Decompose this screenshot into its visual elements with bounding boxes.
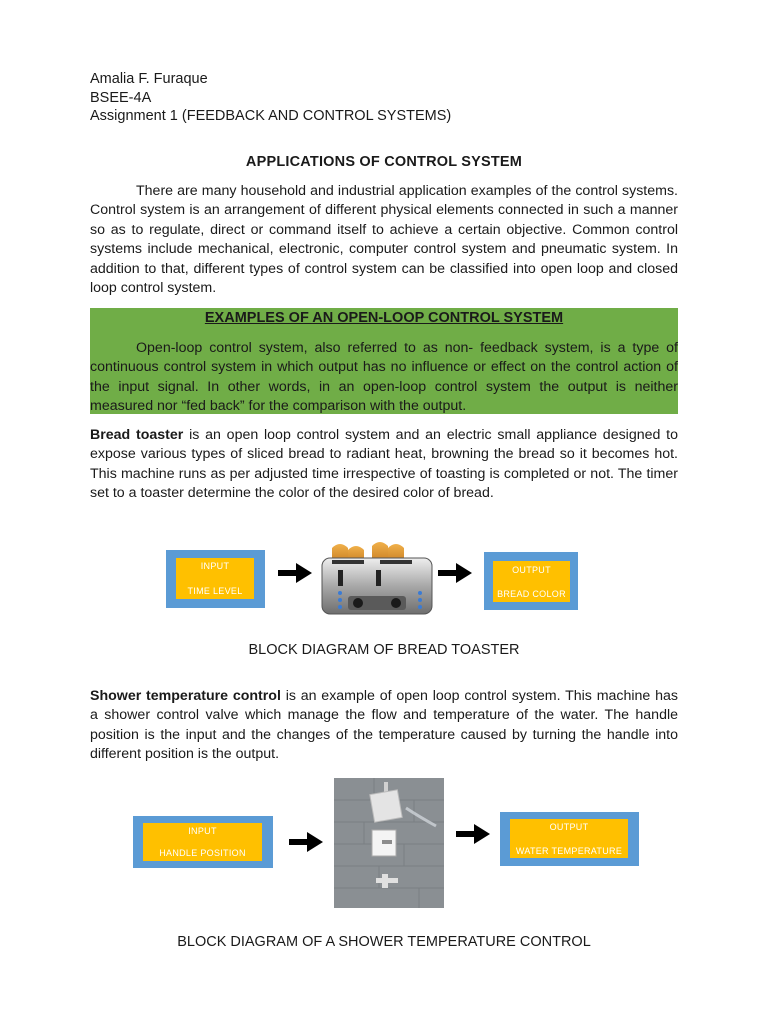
toaster-output-value: BREAD COLOR: [497, 589, 566, 599]
assignment-title: Assignment 1 (FEEDBACK AND CONTROL SYSTEMS): [90, 108, 452, 124]
shower-image: [334, 778, 444, 908]
arrow-right-icon: [456, 824, 490, 844]
shower-input-block: [133, 816, 273, 868]
shower-diagram-caption: BLOCK DIAGRAM OF A SHOWER TEMPERATURE CONTROL: [177, 934, 591, 950]
shower-output-value: WATER TEMPERATURE: [515, 846, 623, 856]
shower-paragraph: [90, 687, 678, 765]
toaster-input-block: [166, 550, 265, 608]
shower-output-block: [500, 812, 639, 866]
open-loop-heading: EXAMPLES OF AN OPEN-LOOP CONTROL SYSTEM: [204, 310, 564, 326]
toaster-diagram-caption: BLOCK DIAGRAM OF BREAD TOASTER: [248, 642, 520, 658]
shower-term: Shower temperature control: [90, 688, 281, 704]
toaster-input-value: TIME LEVEL: [187, 586, 243, 596]
shower-output-label: OUTPUT: [549, 822, 589, 832]
open-loop-section: [90, 308, 678, 414]
toaster-image: [318, 538, 438, 618]
shower-description: is an example of open loop control system. This machine has a shower control valve which manage the flow and temperature of the water. The handle position is the input and the changes of the temperature caused by turning the handle into different position is the output.: [90, 688, 678, 763]
open-loop-definition: Open-loop control system, also referred to as non- feedback system, is a type of continuous control system in which output has no influence or effect on the control action of the input signal. In other words, in an open-loop control system the output is neither measured nor “fed back” for the comparison with the output.: [90, 340, 678, 415]
toaster-input-label: INPUT: [200, 561, 230, 571]
shower-input-value: HANDLE POSITION: [159, 848, 246, 858]
intro-paragraph: There are many household and industrial application examples of the control systems. Control system is an arrangement of different physical elements connected in such a manner so as to regulate, direct or command itself to achieve a certain objective. Common control systems include mechanical, electronic, computer control system and pneumatic system. In addition to that, different types of control system can be classified into open loop and closed loop control system.: [90, 183, 678, 297]
arrow-right-icon: [289, 832, 323, 852]
toaster-description: is an open loop control system and an electric small appliance designed to expose various types of sliced bread to radiant heat, browning the bread so it becomes hot. This machine runs as per adjusted time irrespective of toasting is completed or not. The timer set to a toaster determine the color of the desired color of bread.: [90, 427, 679, 502]
document-title: APPLICATIONS OF CONTROL SYSTEM: [245, 154, 523, 170]
arrow-right-icon: [278, 563, 312, 583]
course-section: BSEE-4A: [90, 90, 152, 106]
author-name: Amalia F. Furaque: [90, 71, 208, 87]
toaster-paragraph: [90, 426, 678, 504]
arrow-right-icon: [438, 563, 472, 583]
toaster-output-label: OUTPUT: [512, 565, 551, 575]
shower-input-label: INPUT: [188, 826, 217, 836]
toaster-term: Bread toaster: [90, 427, 184, 443]
toaster-output-block: [484, 552, 578, 610]
